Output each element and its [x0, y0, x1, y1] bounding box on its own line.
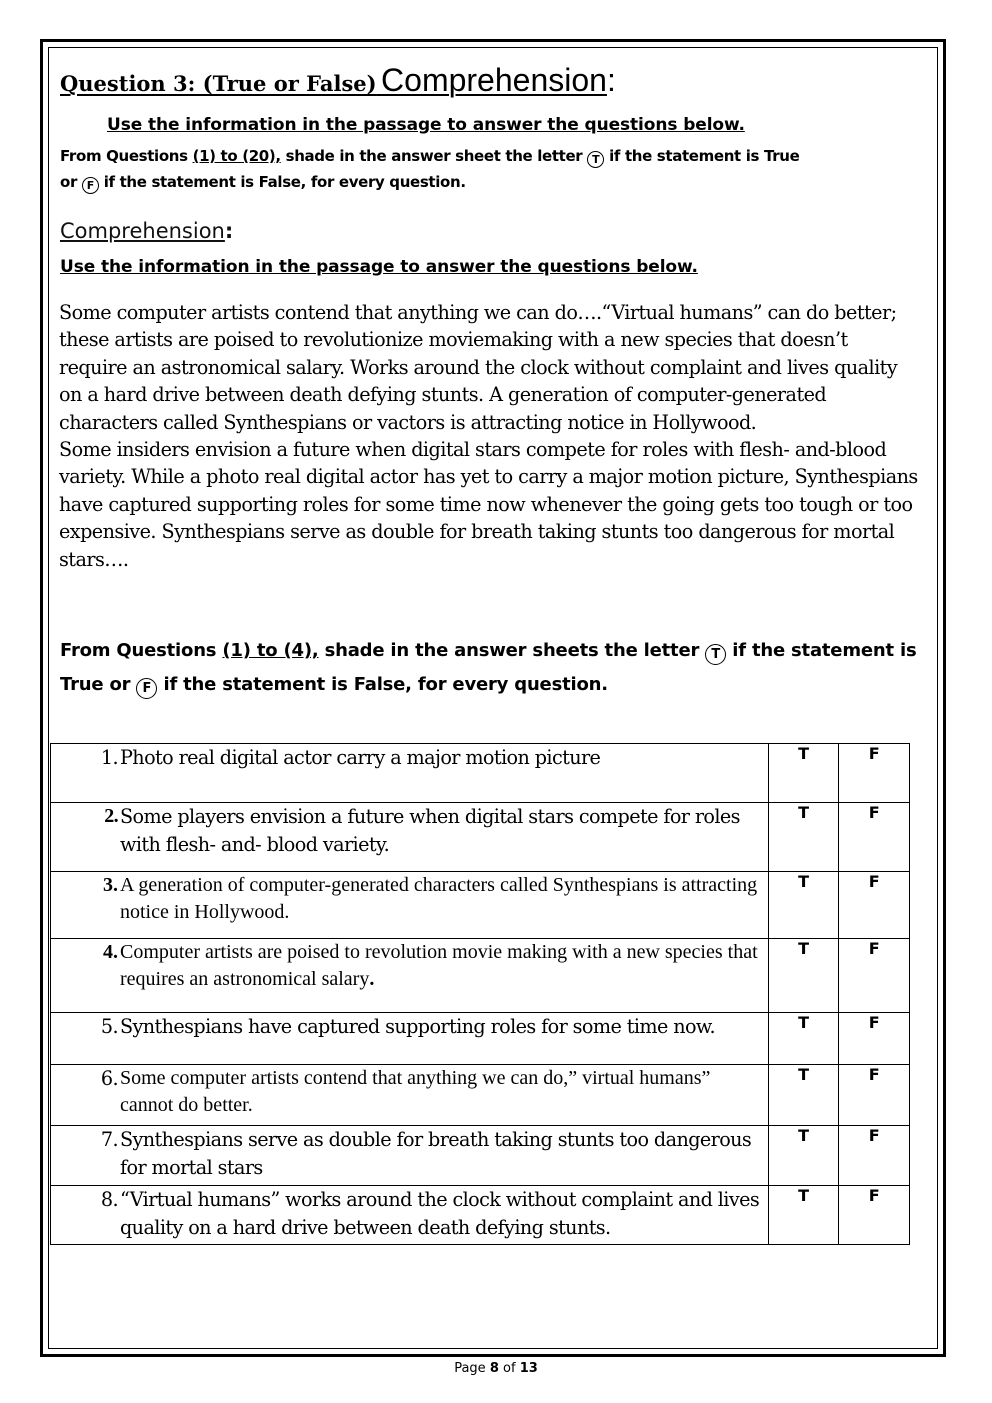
question-cell	[51, 872, 769, 939]
instruction-text: True or	[60, 674, 131, 695]
table-row	[51, 1186, 910, 1245]
instruction-range: (1) to (20),	[192, 147, 281, 165]
circled-t-icon: T	[705, 644, 726, 665]
question-text: Some computer artists contend that anything we can do,” virtual humans” cannot do better.	[120, 1067, 711, 1116]
question-number: 4.	[103, 941, 118, 963]
question-text-end: .	[369, 968, 375, 990]
reading-passage	[59, 299, 919, 573]
table-row	[51, 1126, 910, 1186]
table-row	[51, 744, 910, 803]
true-false-table	[50, 743, 910, 1245]
comprehension-instruction: Use the information in the passage to answer the questions below.	[60, 257, 698, 277]
question-text: Synthespians serve as double for breath taking stunts too dangerous for mortal stars	[120, 1128, 752, 1179]
comprehension-heading-text: Comprehension	[60, 219, 225, 243]
question-text: A generation of computer-generated characters called Synthespians is attracting notice in Hollywood.	[120, 874, 758, 923]
false-option[interactable]: F	[839, 1065, 910, 1126]
table-row	[51, 872, 910, 939]
passage-paragraph: Some computer artists contend that anything we can do….“Virtual humans” can do better; these artists are poised to revolutionize moviemaking with a new species that doesn’t require an astronomical salary. Works around the clock without complaint and lives quality on a hard drive between death defying stunts. A generation of computer-generated characters called Synthespians or vactors is attracting notice in Hollywood.	[59, 301, 898, 434]
true-option[interactable]: T	[768, 872, 839, 939]
instruction-text: shade in the answer sheets the letter	[324, 640, 700, 661]
question-title-comprehension: Comprehension	[381, 62, 607, 98]
passage-paragraph: Some insiders envision a future when digital stars compete for roles with flesh- and-blood variety. While a photo real digital actor has yet to carry a major motion picture, Synthespians have captured supporting roles for some time now whenever the going gets too tough or too expensive. Synthespians serve as double for breath taking stunts too dangerous for mortal stars….	[59, 438, 918, 571]
instruction-text: or	[60, 173, 78, 191]
true-option[interactable]: T	[768, 744, 839, 803]
instruction-text: if the statement is True	[609, 147, 800, 165]
question-number: 2.	[104, 805, 118, 827]
false-option[interactable]: F	[839, 744, 910, 803]
false-option[interactable]: F	[839, 803, 910, 872]
instruction-text: From Questions	[60, 147, 188, 165]
question-text: Some players envision a future when digital stars compete for roles with flesh- and- blood variety.	[120, 805, 740, 856]
question-cell	[51, 744, 769, 803]
circled-f-icon: F	[82, 177, 99, 194]
answer-sheet-instruction	[60, 143, 830, 195]
circled-f-icon: F	[136, 678, 157, 699]
footer-of-word: of	[503, 1361, 516, 1376]
comprehension-heading-colon: :	[224, 219, 234, 243]
question-title-colon: :	[606, 62, 616, 98]
question-number: 7.	[100, 1128, 118, 1151]
question-number: 3.	[103, 874, 118, 896]
question-text: Synthespians have captured supporting roles for some time now.	[120, 1015, 715, 1038]
table-row	[51, 1065, 910, 1126]
comprehension-heading	[60, 219, 233, 243]
main-instruction: Use the information in the passage to answer the questions below.	[107, 115, 745, 135]
question-text: Photo real digital actor carry a major motion picture	[120, 746, 601, 769]
questions-instruction	[60, 634, 920, 702]
instruction-text: if the statement is	[732, 640, 917, 661]
question-text	[120, 939, 768, 993]
table-row	[51, 1013, 910, 1065]
true-option[interactable]: T	[768, 1126, 839, 1186]
instruction-text: From Questions	[60, 640, 217, 661]
question-number: 6.	[100, 1067, 118, 1090]
question-title	[60, 62, 616, 99]
question-cell	[51, 1126, 769, 1186]
question-text-body: Computer artists are poised to revolution movie making with a new species that requires an astronomical salary	[120, 941, 758, 990]
true-option[interactable]: T	[768, 803, 839, 872]
footer-current-page: 8	[489, 1361, 499, 1376]
question-number: 1.	[100, 746, 118, 769]
page-footer	[0, 1361, 992, 1376]
table-row	[51, 803, 910, 872]
question-cell	[51, 1186, 769, 1245]
instruction-text: shade in the answer sheet the letter	[285, 147, 583, 165]
true-option[interactable]: T	[768, 1186, 839, 1245]
false-option[interactable]: F	[839, 1126, 910, 1186]
table-row	[51, 939, 910, 1013]
question-cell	[51, 1013, 769, 1065]
false-option[interactable]: F	[839, 1013, 910, 1065]
true-option[interactable]: T	[768, 1065, 839, 1126]
question-cell	[51, 939, 769, 1013]
question-cell	[51, 803, 769, 872]
false-option[interactable]: F	[839, 1186, 910, 1245]
question-text: “Virtual humans” works around the clock without complaint and lives quality on a hard drive between death defying stunts.	[120, 1188, 760, 1239]
footer-total-pages: 13	[519, 1361, 538, 1376]
circled-t-icon: T	[587, 151, 604, 168]
instruction-text: if the statement is False, for every question.	[163, 674, 608, 695]
instruction-range: (1) to (4),	[222, 640, 319, 661]
footer-page-word: Page	[454, 1361, 486, 1376]
false-option[interactable]: F	[839, 939, 910, 1013]
question-cell	[51, 1065, 769, 1126]
false-option[interactable]: F	[839, 872, 910, 939]
true-option[interactable]: T	[768, 1013, 839, 1065]
question-number: 5.	[100, 1015, 118, 1038]
question-number: 8.	[100, 1188, 118, 1211]
question-title-label: Question 3: (True or False)	[60, 71, 377, 96]
instruction-text: if the statement is False, for every question.	[103, 173, 466, 191]
true-option[interactable]: T	[768, 939, 839, 1013]
